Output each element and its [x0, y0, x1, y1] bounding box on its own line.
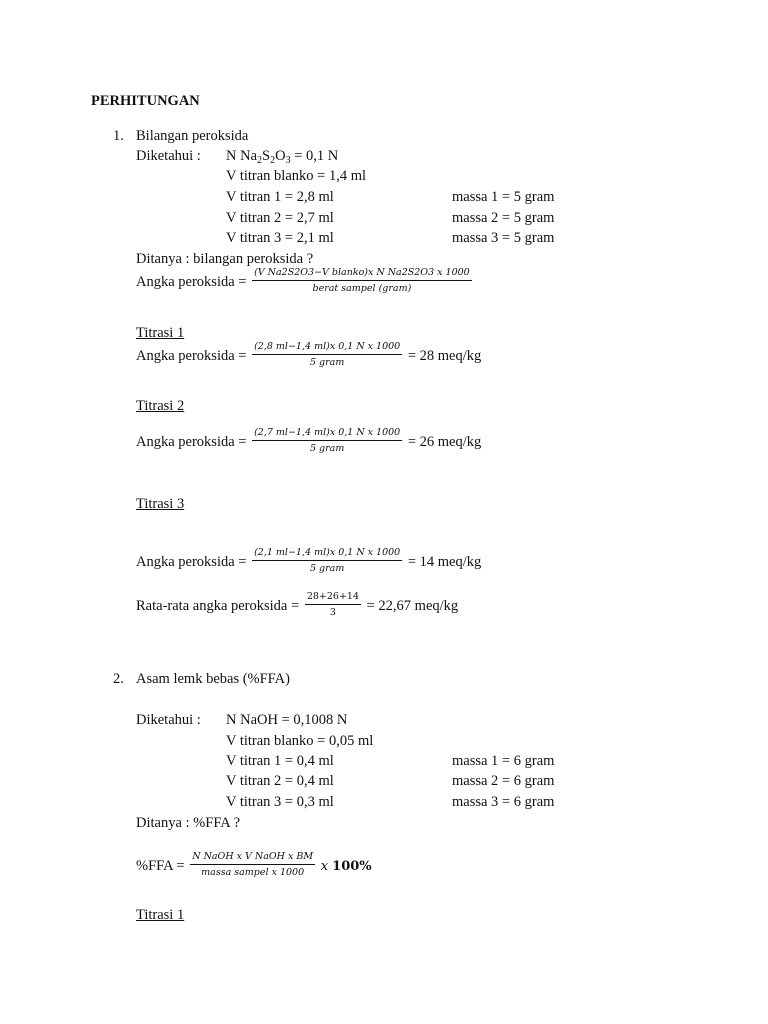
titrasi-2-heading: Titrasi 2 [136, 398, 185, 414]
formula-ffa: %FFA = $\frac{\text{N NaOH x V NaOH x BM}}{\text{massa sampel x 1000}}$ x 100% [136, 851, 372, 878]
blanko-line: V titran blanko = 0,05 ml [226, 733, 374, 749]
titrasi-3-calc: Angka peroksida = $\frac{\text{(2,1 ml−1,4 ml)x 0,1 N x 1000}}{\text{5 gram}}$ = 14 meq/kg [136, 547, 482, 574]
normality-line: N NaOH = 0,1008 N [226, 712, 348, 728]
titran-3-line: V titran 3 = 2,1 ml [226, 230, 334, 246]
titran-1-line: V titran 1 = 2,8 ml [226, 189, 334, 205]
section-heading: Bilangan peroksida [136, 128, 249, 144]
titrasi-1-heading: Titrasi 1 [136, 325, 185, 341]
blanko-line: V titran blanko = 1,4 ml [226, 168, 367, 184]
titrasi-3-heading: Titrasi 3 [136, 496, 185, 512]
average-calc: Rata-rata angka peroksida = $\frac{28+26+14}{3}$ = 22,67 meq/kg [136, 591, 459, 618]
ditanya-line: Ditanya : %FFA ? [136, 815, 241, 831]
section-number: 1. [113, 128, 124, 144]
titran-3-line: V titran 3 = 0,3 ml [226, 794, 334, 810]
formula-fraction: $\frac{\text{(V Na2S2O3−V blanko)x N Na2S2O3 x 1000}}{\text{berat sampel (gram)}}$ [254, 267, 470, 294]
massa-2-line: massa 2 = 6 gram [452, 773, 555, 789]
massa-3-line: massa 3 = 6 gram [452, 794, 555, 810]
titran-2-line: V titran 2 = 2,7 ml [226, 210, 334, 226]
titrasi-1-calc: Angka peroksida = $\frac{\text{(2,8 ml−1,4 ml)x 0,1 N x 1000}}{\text{5 gram}}$ = 28 meq/kg [136, 341, 482, 368]
diketahui-label: Diketahui : [136, 712, 201, 728]
ditanya-line: Ditanya : bilangan peroksida ? [136, 251, 314, 267]
massa-1-line: massa 1 = 6 gram [452, 753, 555, 769]
titrasi-1-heading: Titrasi 1 [136, 907, 185, 923]
section-number: 2. [113, 671, 124, 687]
diketahui-label: Diketahui : [136, 148, 201, 164]
massa-2-line: massa 2 = 5 gram [452, 210, 555, 226]
normality-line: N $Na_2S_2O_3 = 0,1$ N [226, 148, 339, 166]
formula-peroksida: Angka peroksida = $\frac{\text{(V Na2S2O3−V blanko)x N Na2S2O3 x 1000}}{\text{berat sampel (gram)}}$ [136, 267, 470, 294]
titran-2-line: V titran 2 = 0,4 ml [226, 773, 334, 789]
massa-3-line: massa 3 = 5 gram [452, 230, 555, 246]
titrasi-2-calc: Angka peroksida = $\frac{\text{(2,7 ml−1,4 ml)x 0,1 N x 1000}}{\text{5 gram}}$ = 26 meq/kg [136, 427, 482, 454]
massa-1-line: massa 1 = 5 gram [452, 189, 555, 205]
titran-1-line: V titran 1 = 0,4 ml [226, 753, 334, 769]
section-heading: Asam lemk bebas (%FFA) [136, 671, 290, 687]
page-title: PERHITUNGAN [91, 93, 200, 109]
